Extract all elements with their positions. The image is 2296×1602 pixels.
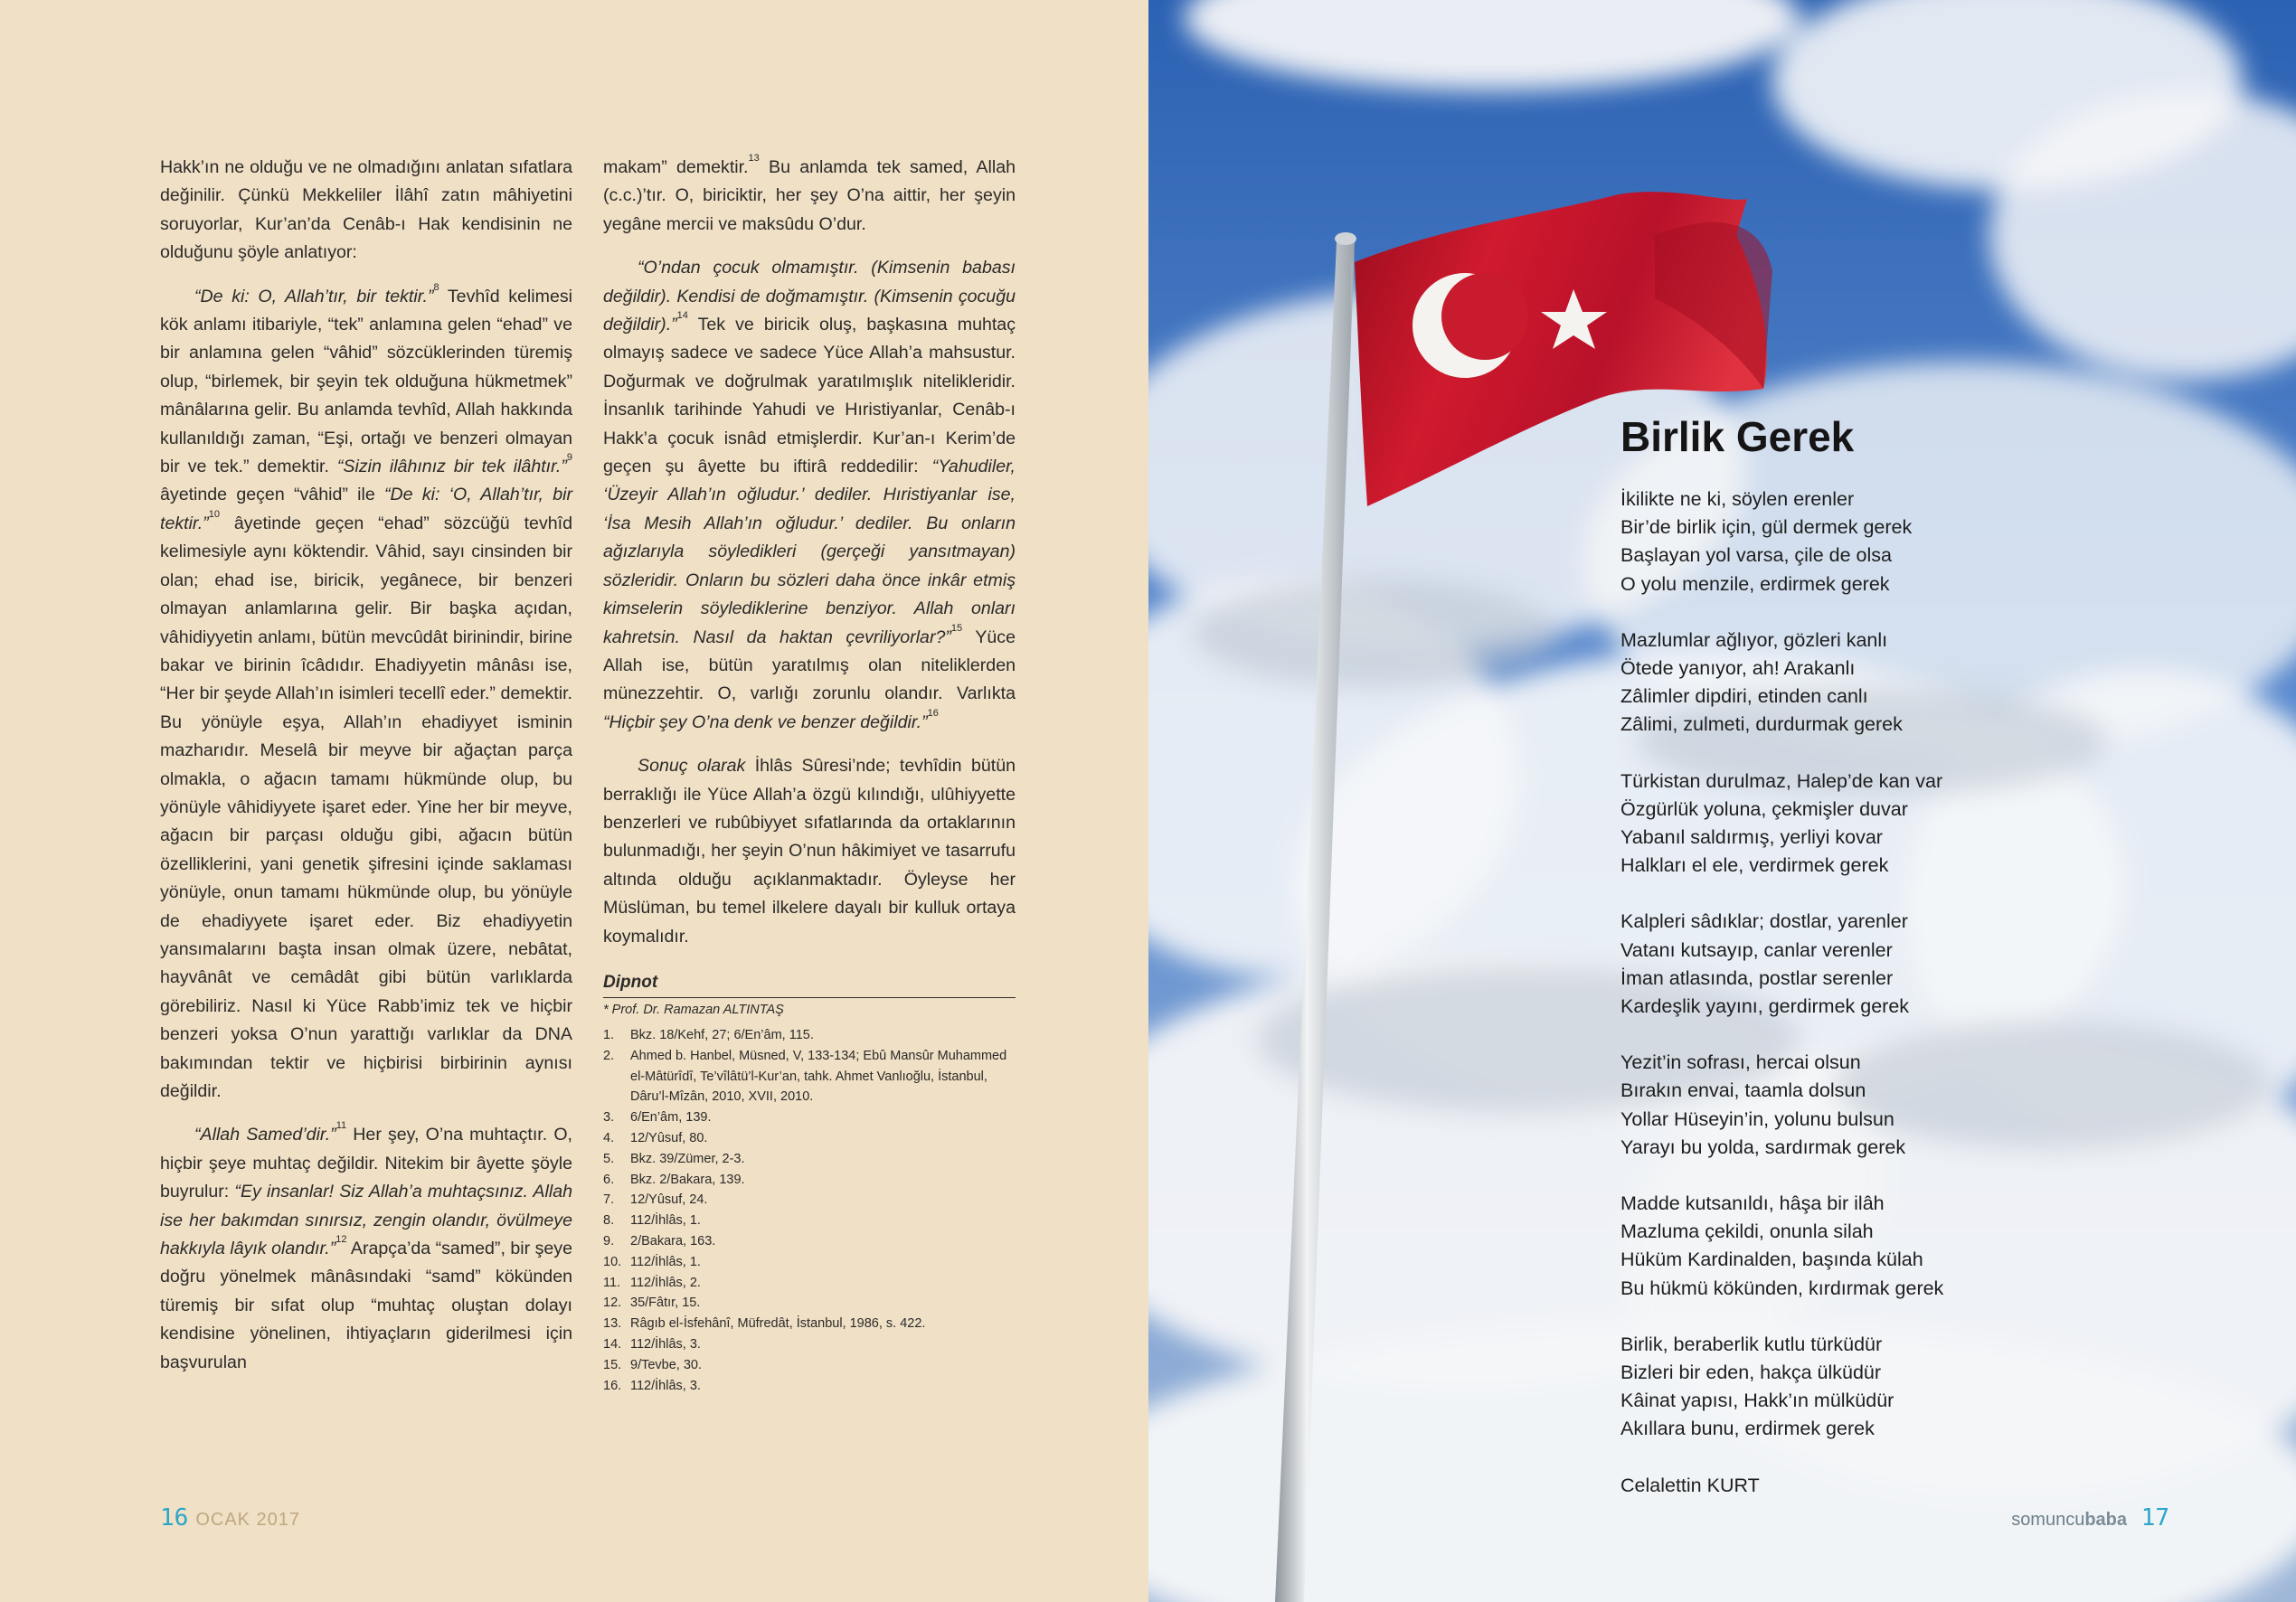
footnote-number: 6.	[603, 1172, 615, 1187]
page-number: 16	[160, 1504, 189, 1531]
magazine-name	[2011, 1510, 2127, 1530]
poem-line: Başlayan yol varsa, çile de olsa	[1620, 544, 1892, 567]
col1-paragraph: “De ki: O, Allah’tır, bir tektir.”$^8$ Tevhîd kelimesi kök anlamı itibariyle, “tek” anlamına gelen “ehad” ve bir anlamına gelen “vâhid” sözcüklerinden türemiş olup, “birlemek, bir şeyin tek olduğuna hükmetmek” mânâlarına gelir. Bu anlamda tevhîd, Allah hakkında kullanıldığı zaman, “Eşi, ortağı ve benzeri olmayan bir ve tek.” demektir. “Sizin ilâhınız bir tek ilâhtır.”$^9$ âyetinde geçen “vâhid” ile “De ki: ‘O, Allah’tır, bir tektir.”$^{10}$ âyetinde geçen “ehad” sözcüğü tevhîd kelimesiyle aynı köktendir. Vâhid, sayı cinsinden bir olan; ehad ise, biricik, yegânece, bir benzeri olmayan anlamlarına gelir. Bir başka açıdan, vâhidiyyetin anlamı, bütün mevcûdât birinindir, birine bakar ve birinin îcâdıdır. Ehadiyyetin mânâsı ise, “Her bir şeyde Allah’ın isimleri tecellî eder.” demektir. Bu yönüyle eşya, Allah’ın ehadiyyet isminin mazharıdır. Meselâ bir meyve bir ağaçtan parça olmakla, o ağacın tamamı hükmünde olup, bu yönüyle vâhidiyyete işaret eder. Yine her bir meyve, ağacın bir parçası olduğu gibi, ağacın bütün özelliklerini, yani genetik şifresini içinde saklaması yönüyle, onun tamamı hükmünde olup, bu yönüyle de ehadiyyete işaret eder. Biz ehadiyyetin yansımalarını başta insan olmak üzere, nebâtat, hayvânât ve cemâdât gibi bütün varlıklarda görebiliriz. Nasıl ki Yüce Rabb’imiz tek ve hiçbir benzeri yoksa O’nun yarattığı varlıklar da DNA bakımından tektir ve hiçbirisi birbirinin aynısı değildir.	[160, 281, 573, 1101]
footnote-item	[603, 1252, 1016, 1273]
footnote-number: 2.	[603, 1048, 615, 1063]
footnote-text: 6/En’âm, 139.	[630, 1110, 712, 1126]
poem-stanza	[1620, 768, 2036, 881]
article-column-1	[160, 154, 572, 1392]
poem-line: Bir’de birlik için, gül dermek gerek	[1620, 516, 1913, 539]
footnote-item	[603, 1128, 1016, 1149]
poem-line: Yezit’in sofrası, hercai olsun	[1620, 1051, 1861, 1074]
footnote-text: 112/İhlâs, 3.	[630, 1336, 701, 1352]
magazine-name-part-2: baba	[2084, 1510, 2128, 1530]
poem-line: Vatanı kutsayıp, canlar verenler	[1620, 938, 1893, 961]
footnote-item	[603, 1334, 1016, 1355]
page-number-left	[160, 1504, 300, 1531]
poem-title: Birlik Gerek	[1620, 413, 1855, 460]
poem-line: Yarayı bu yolda, sardırmak gerek	[1620, 1136, 1906, 1158]
poem-line: Madde kutsanıldı, hâşa bir ilâh	[1620, 1192, 1885, 1215]
footnote-number: 1.	[603, 1027, 615, 1042]
footnote-item	[603, 1231, 1016, 1252]
footnote-text: Bkz. 39/Zümer, 2-3.	[630, 1151, 745, 1166]
poem-stanza	[1620, 627, 2036, 740]
footnote-number: 13.	[603, 1316, 622, 1332]
footnotes-list	[603, 1025, 1016, 1396]
footnote-text: Bkz. 2/Bakara, 139.	[630, 1172, 745, 1187]
poem-line: Bizleri bir eden, hakça ülküdür	[1620, 1362, 1882, 1384]
footnote-item	[603, 1211, 1016, 1231]
footnote-text: 112/İhlâs, 2.	[630, 1275, 701, 1290]
poem-line: Bu hükmü kökünden, kırdırmak gerek	[1620, 1277, 1944, 1299]
poem-line: Türkistan durulmaz, Halep’de kan var	[1620, 769, 1943, 792]
footnote-item	[603, 1314, 1016, 1334]
poem-line: Mazluma çekildi, onunla silah	[1620, 1220, 1874, 1243]
poem-line: Özgürlük yoluna, çekmişler duvar	[1620, 797, 1908, 820]
footnotes	[603, 971, 1016, 1396]
footnote-number: 14.	[603, 1336, 622, 1352]
poem-stanza	[1620, 1049, 2036, 1162]
footnote-number: 8.	[603, 1213, 615, 1229]
footnote-text: Râgıb el-İsfehânî, Müfredât, İstanbul, 1986, s. 422.	[630, 1316, 926, 1332]
col2-paragraph: Sonuç olarak İhlâs Sûresi’nde; tevhîdin bütün berraklığı ile Yüce Allah’a özgü kılındığı, ulûhiyyette benzerleri ve rubûbiyyet sıfatlarında da ortaklarının bulunmadığı, her şeyin O’nun hâkimiyet ve tasarrufu altında olduğu açıklanmaktadır. Öyleyse her Müslüman, bu temel ilkelere dayalı bir kulluk ortaya koymalıdır.	[603, 756, 1016, 947]
footnote-item	[603, 1170, 1016, 1191]
poem-stanza	[1620, 1190, 2036, 1303]
footnote-text: Bkz. 18/Kehf, 27; 6/En’âm, 115.	[630, 1027, 814, 1042]
footnote-text: 2/Bakara, 163.	[630, 1233, 716, 1249]
footnote-item	[603, 1025, 1016, 1046]
poem-line: İman atlasında, postlar serenler	[1620, 966, 1894, 989]
footnote-item	[603, 1293, 1016, 1314]
footnote-number: 7.	[603, 1192, 615, 1208]
footnote-number: 5.	[603, 1151, 615, 1166]
poem-line: Mazlumlar ağlıyor, gözleri kanlı	[1620, 628, 1888, 651]
poem-line: Bırakın envai, taamla dolsun	[1620, 1079, 1866, 1102]
footnote-number: 12.	[603, 1296, 622, 1311]
footnote-text: 12/Yûsuf, 80.	[630, 1130, 708, 1145]
footnotes-author: * Prof. Dr. Ramazan ALTINTAŞ	[603, 1002, 784, 1017]
footnote-number: 16.	[603, 1378, 622, 1393]
poem-line: Yabanıl saldırmış, yerliyi kovar	[1620, 826, 1883, 849]
poem-line: O yolu menzile, erdirmek gerek	[1620, 572, 1890, 595]
poem-author: Celalettin KURT	[1620, 1474, 1760, 1496]
footnote-text: 112/İhlâs, 1.	[630, 1213, 701, 1229]
col1-paragraph: Hakk’ın ne olduğu ve ne olmadığını anlatan sıfatlara değinilir. Çünkü Mekkeliler İlâhî zatın mâhiyetini soruyorlar, Kur’an’da Cenâb-ı Hak kendisinin ne olduğunu şöyle anlatıyor:	[160, 157, 572, 263]
footnote-number: 11.	[603, 1275, 621, 1290]
right-page	[1148, 0, 2296, 1602]
poem-stanza	[1620, 908, 2036, 1021]
poem-line: Kalpleri sâdıklar; dostlar, yarenler	[1620, 910, 1908, 933]
footnote-text: 12/Yûsuf, 24.	[630, 1192, 708, 1208]
footnote-text: 35/Fâtır, 15.	[630, 1296, 701, 1311]
poem-line: Zâlimler dipdiri, etinden canlı	[1620, 685, 1868, 708]
footnote-number: 15.	[603, 1357, 622, 1372]
article-column-2	[603, 154, 1016, 1396]
footnote-number: 9.	[603, 1233, 615, 1249]
poem-line: Halkları el ele, verdirmek gerek	[1620, 854, 1889, 877]
poem-stanzas	[1620, 485, 2036, 1444]
footnote-item	[603, 1355, 1016, 1376]
poem-stanza	[1620, 1331, 2036, 1444]
poem-line: İkilikte ne ki, söylen erenler	[1620, 488, 1855, 510]
footnote-item	[603, 1107, 1016, 1128]
magazine-name-part-1: somuncu	[2011, 1510, 2085, 1530]
footnote-text: 112/İhlâs, 3.	[630, 1378, 701, 1393]
poem-line: Zâlimi, zulmeti, durdurmak gerek	[1620, 713, 1903, 736]
poem-line: Hüküm Kardinalden, başında külah	[1620, 1249, 1923, 1271]
poem-stanza	[1620, 485, 2036, 598]
footnotes-title: Dipnot	[603, 971, 1016, 998]
issue-date: OCAK 2017	[195, 1510, 301, 1530]
poem-line: Kâinat yapısı, Hakk’ın mülküdür	[1620, 1390, 1894, 1412]
poem-line: Birlik, beraberlik kutlu türküdür	[1620, 1333, 1883, 1355]
footnote-item	[603, 1376, 1016, 1397]
footnote-text: 9/Tevbe, 30.	[630, 1357, 702, 1372]
col1-paragraph: “Allah Samed’dir.”$^{11}$ Her şey, O’na muhtaçtır. O, hiçbir şeye muhtaç değildir. Nitekim bir âyette şöyle buyrulur: “Ey insanlar! Siz Allah’a muhtaçsınız. Allah ise her bakımdan sınırsız, zengin olandır, övülmeye hakkıyla lâyık olandır.”$^{12}$ Arapça’da “samed”, bir şeye doğru yönelmek mânâsındaki “samd” kökünden türemiş bir sıfat olup “muhtaç oluştan dolayı kendisine yönelinen, ihtiyaçların giderilmesi için başvurulan	[160, 1120, 572, 1372]
poem-line: Ötede yanıyor, ah! Arakanlı	[1620, 657, 1856, 680]
page-number-right	[2011, 1504, 2169, 1531]
poem-line: Yollar Hüseyin’in, yolunu bulsun	[1620, 1107, 1894, 1130]
footnote-number: 3.	[603, 1110, 615, 1126]
poem-line: Akıllara bunu, erdirmek gerek	[1620, 1418, 1875, 1440]
col2-paragraph: “O’ndan çocuk olmamıştır. (Kimsenin babası değildir). Kendisi de doğmamıştır. (Kimsenin çocuğu değildir).”$^{14}$ Tek ve biricik oluş, başkasına muhtaç olmayış sadece ve sadece Yüce Allah’a mahsustur. Doğurmak ve doğrulmak yaratılmışlık nitelikleridir. İnsanlık tarihinde Yahudi ve Hıristiyanlar, Cenâb-ı Hakk’a çocuk isnâd etmişlerdir. Kur’an-ı Kerim’de geçen şu âyette bu iftirâ reddedilir: “Yahudiler, ‘Üzeyir Allah’ın oğludur.’ dediler. Hıristiyanlar ise, ‘İsa Mesih Allah’ın oğludur.’ dediler. Bu onların ağızlarıyla söyledikleri (gerçeği yansıtmayan) sözleridir. Onların bu sözleri daha önce inkâr etmiş kimselerin söylediklerine benziyor. Allah onları kahretsin. Nasıl da haktan çevriliyorlar?”$^{15}$ Yüce Allah ise, bütün yaratılmış olan niteliklerden münezzehtir. O, varlığı zorunlu olandır. Varlıkta “Hiçbir şey O’na denk ve benzer değildir.”$^{16}$	[603, 258, 1016, 732]
footnote-item	[603, 1190, 1016, 1211]
footnote-text: 112/İhlâs, 1.	[630, 1254, 701, 1269]
page-number: 17	[2140, 1504, 2169, 1531]
footnote-item	[603, 1149, 1016, 1170]
footnote-item	[603, 1046, 1016, 1107]
footnote-item	[603, 1273, 1016, 1294]
poem-line: Kardeşlik yayını, gerdirmek gerek	[1620, 995, 1910, 1018]
footnote-text: Ahmed b. Hanbel, Müsned, V, 133-134; Ebû Mansûr Muhammed el-Mâtürîdî, Te’vîlâtü’l-Kur’an, tahk. Ahmet Vanlıoğlu, İstanbul, Dâru’l-Mîzân, 2010, XVII, 2010.	[630, 1048, 1007, 1105]
poem	[1620, 411, 2036, 1500]
article-column-2-body	[603, 154, 1016, 951]
col2-paragraph: makam” demektir.$^{13}$ Bu anlamda tek samed, Allah (c.c.)’tır. O, biriciktir, her şey O’na aittir, her şeyin yegâne mercii ve maksûdu O’dur.	[603, 153, 1016, 234]
footnote-number: 4.	[603, 1130, 615, 1145]
footnote-number: 10.	[603, 1254, 622, 1269]
